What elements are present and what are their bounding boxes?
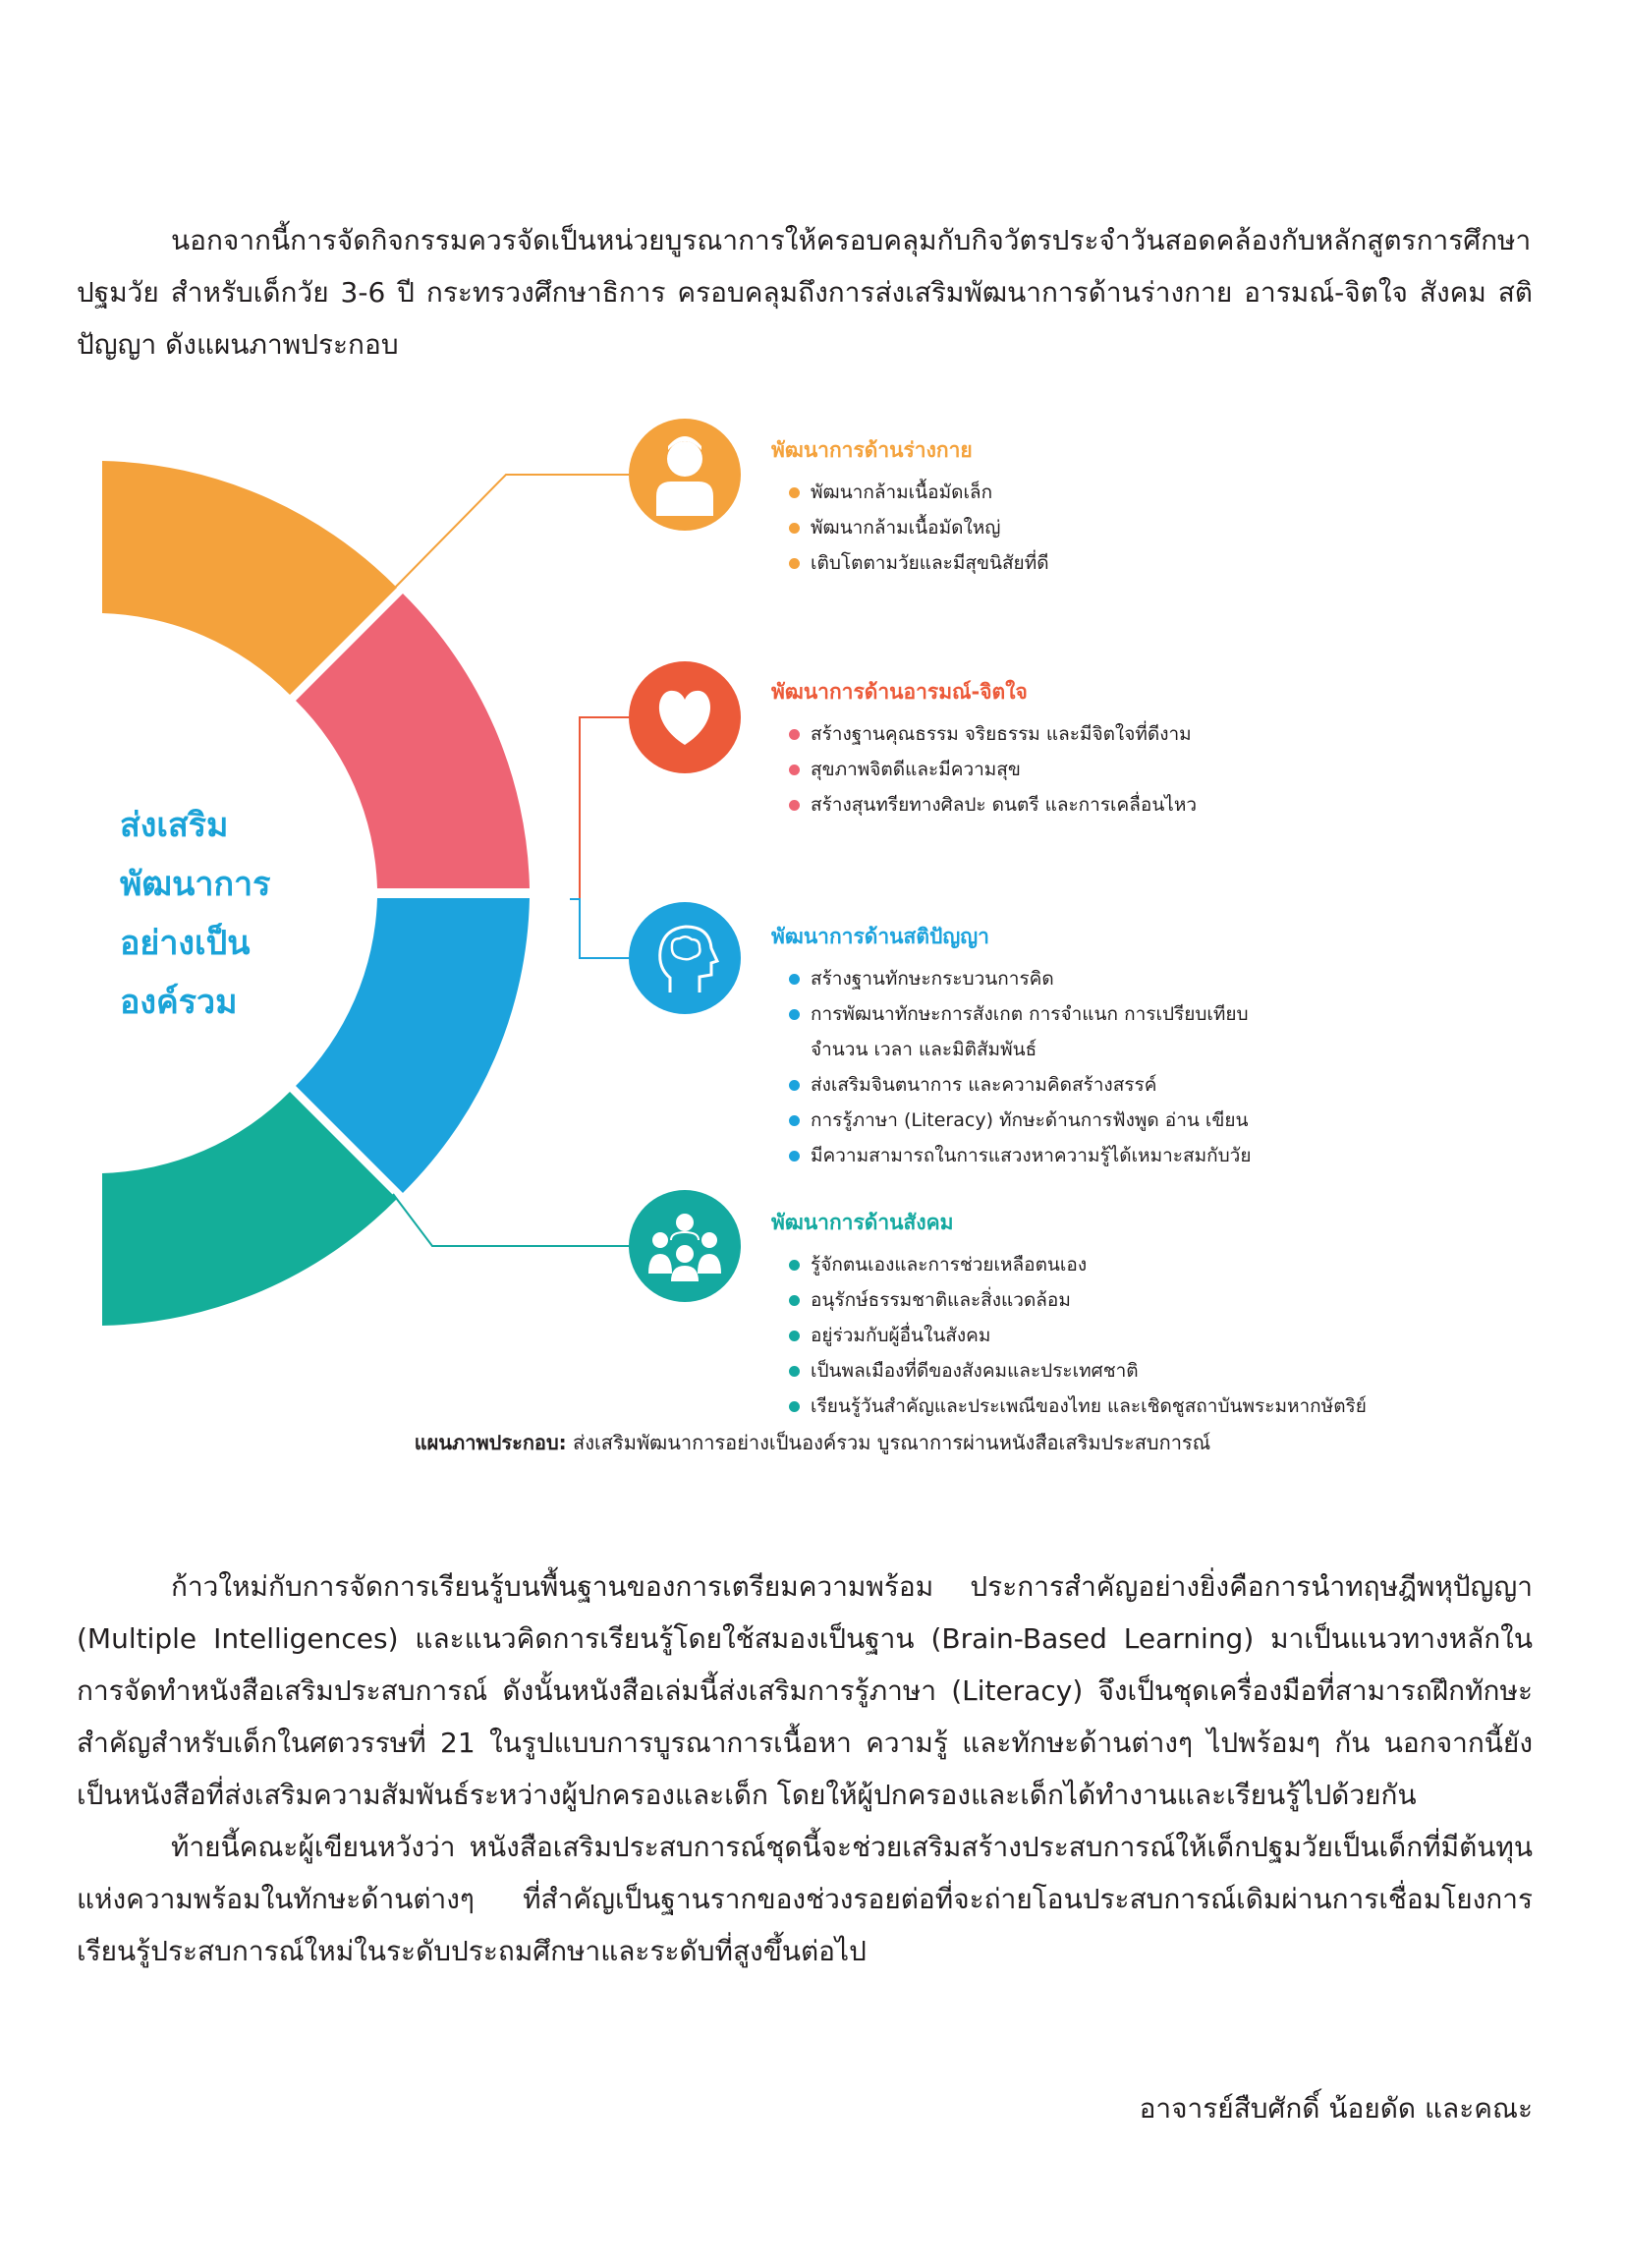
- list-item: [771, 716, 1479, 752]
- list-item: [771, 1353, 1479, 1389]
- bullet-icon: [789, 1401, 800, 1412]
- list-item: [771, 1318, 1479, 1353]
- connector-social: [393, 1194, 629, 1246]
- list-item-text: สุขภาพจิตดีและมีความสุข: [811, 759, 1021, 780]
- connector-intellectual: [570, 899, 629, 958]
- brain-head-icon: [629, 902, 741, 1014]
- bullet-icon: [789, 1260, 800, 1271]
- list-item-text: มีความสามารถในการแสวงหาความรู้ได้เหมาะสมกับวัย: [811, 1145, 1252, 1166]
- center-label-line: อย่างเป็น: [120, 924, 251, 963]
- list-item: [771, 1067, 1479, 1103]
- list-item-text: การรู้ภาษา (Literacy) ทักษะด้านการฟังพูด อ่าน เขียน: [811, 1109, 1249, 1131]
- bullet-icon: [789, 487, 800, 498]
- list-item-text: สร้างฐานคุณธรรม จริยธรรม และมีจิตใจที่ดีงาม: [811, 723, 1192, 745]
- list-item: [771, 545, 1479, 581]
- heart-icon: [629, 661, 741, 773]
- body-paragraph-2: [77, 1821, 1533, 1977]
- list-item: [771, 510, 1479, 545]
- list-item-text: สร้างสุนทรียทางศิลปะ ดนตรี และการเคลื่อนไหว: [811, 794, 1198, 816]
- bullet-icon: [789, 1366, 800, 1377]
- connector-emotional: [570, 717, 629, 899]
- signature: อาจารย์สืบศักดิ์ น้อยดัด และคณะ: [1139, 2092, 1533, 2125]
- bullet-icon: [789, 523, 800, 534]
- list-item-text: พัฒนากล้ามเนื้อมัดเล็ก: [811, 482, 993, 503]
- caption-text: ส่งเสริมพัฒนาการอย่างเป็นองค์รวม บูรณาการผ่านหนังสือเสริมประสบการณ์: [573, 1431, 1211, 1454]
- bullet-icon: [789, 1295, 800, 1306]
- list-item-text: เป็นพลเมืองที่ดีของสังคมและประเทศชาติ: [811, 1360, 1139, 1382]
- list-item-text: ส่งเสริมจินตนาการ และความคิดสร้างสรรค์: [811, 1074, 1157, 1096]
- center-label-line: พัฒนาการ: [120, 865, 271, 904]
- section-social: [771, 1207, 1479, 1424]
- bullet-icon: [789, 1331, 800, 1341]
- bullet-icon: [789, 729, 800, 740]
- child-icon: [629, 419, 741, 531]
- list-item: [771, 996, 1479, 1067]
- bullet-icon: [789, 1009, 800, 1020]
- body-paragraph-1-text: ก้าวใหม่กับการจัดการเรียนรู้บนพื้นฐานของการเตรียมความพร้อม ประการสำคัญอย่างยิ่งคือการนำทฤษฎีพหุปัญญา (Multiple Intelligences) และแนวคิดการเรียนรู้โดยใช้สมองเป็นฐาน (Brain-Based Learning) มาเป็นแนวทางหลักในการจัดทำหนังสือเสริมประสบการณ์ ดังนั้นหนังสือเล่มนี้ส่งเสริมการรู้ภาษา (Literacy) จึงเป็นชุดเครื่องมือที่สามารถฝึกทักษะสำคัญสำหรับเด็กในศตวรรษที่ 21 ในรูปแบบการบูรณาการเนื้อหา ความรู้ และทักษะด้านต่างๆ ไปพร้อมๆ กัน นอกจากนี้ยังเป็นหนังสือที่ส่งเสริมความสัมพันธ์ระหว่างผู้ปกครองและเด็ก โดยให้ผู้ปกครองและเด็กได้ทำงานและเรียนรู้ไปด้วยกัน: [77, 1570, 1533, 1811]
- body-paragraph-2-text: ท้ายนี้คณะผู้เขียนหวังว่า หนังสือเสริมประสบการณ์ชุดนี้จะช่วยเสริมสร้างประสบการณ์ให้เด็กปฐมวัยเป็นเด็กที่มีต้นทุนแห่งความพร้อมในทักษะด้านต่างๆ ที่สำคัญเป็นฐานรากของช่วงรอยต่อที่จะถ่ายโอนประสบการณ์เดิมผ่านการเชื่อมโยงการเรียนรู้ประสบการณ์ใหม่ในระดับประถมศึกษาและระดับที่สูงขึ้นต่อไป: [77, 1831, 1533, 1967]
- bullet-icon: [789, 800, 800, 811]
- section-heading: พัฒนาการด้านสติปัญญา: [771, 925, 989, 948]
- center-label-line: องค์รวม: [120, 983, 238, 1022]
- section-intellectual: [771, 921, 1479, 1173]
- center-label-line: ส่งเสริม: [120, 806, 229, 845]
- intro-paragraph: นอกจากนี้การจัดกิจกรรมควรจัดเป็นหน่วยบูรณาการให้ครอบคลุมกับกิจวัตรประจำวันสอดคล้องกับหลักสูตรการศึกษาปฐมวัย สำหรับเด็กวัย 3-6 ปี กระทรวงศึกษาธิการ ครอบคลุมถึงการส่งเสริมพัฒนาการด้านร่างกาย อารมณ์-จิตใจ สังคม สติปัญญา ดังแผนภาพประกอบ: [77, 224, 1533, 361]
- body-paragraph-1: [77, 1560, 1533, 1821]
- list-item-text: จำนวน เวลา และมิติสัมพันธ์: [811, 1039, 1037, 1060]
- bullet-icon: [789, 1151, 800, 1162]
- list-item: [771, 1103, 1479, 1138]
- list-item-text: เติบโตตามวัยและมีสุขนิสัยที่ดี: [811, 552, 1049, 574]
- list-item: [771, 1389, 1479, 1424]
- section-emotional: [771, 676, 1479, 822]
- list-item: [771, 787, 1479, 822]
- list-item: [771, 1138, 1479, 1173]
- list-item: [771, 1282, 1479, 1318]
- list-item-text: รู้จักตนเองและการช่วยเหลือตนเอง: [811, 1254, 1088, 1276]
- connector-physical: [393, 475, 629, 590]
- list-item-text: การพัฒนาทักษะการสังเกต การจำแนก การเปรียบเทียบ: [811, 1003, 1249, 1025]
- list-item-text: พัฒนากล้ามเนื้อมัดใหญ่: [811, 517, 1001, 539]
- list-item-text: สร้างฐานทักษะกระบวนการคิด: [811, 968, 1054, 990]
- list-item-text: เรียนรู้วันสำคัญและประเพณีของไทย และเชิดชูสถาบันพระมหากษัตริย์: [811, 1395, 1367, 1417]
- section-physical: [771, 434, 1479, 581]
- bullet-icon: [789, 1115, 800, 1126]
- diagram-caption: [0, 1427, 1625, 1458]
- list-item: [771, 475, 1479, 510]
- list-item: [771, 752, 1479, 787]
- list-item-text: อนุรักษ์ธรรมชาติและสิ่งแวดล้อม: [811, 1289, 1071, 1311]
- list-item-text: อยู่ร่วมกับผู้อื่นในสังคม: [811, 1325, 991, 1346]
- caption-label: แผนภาพประกอบ:: [414, 1431, 567, 1454]
- center-label: [120, 796, 356, 1032]
- section-heading: พัฒนาการด้านอารมณ์-จิตใจ: [771, 680, 1028, 704]
- bullet-icon: [789, 558, 800, 569]
- bullet-icon: [789, 1080, 800, 1091]
- section-heading: พัฒนาการด้านร่างกาย: [771, 438, 973, 462]
- people-group-icon: [629, 1190, 741, 1302]
- bullet-icon: [789, 765, 800, 775]
- bullet-icon: [789, 974, 800, 985]
- list-item: [771, 961, 1479, 996]
- section-heading: พัฒนาการด้านสังคม: [771, 1211, 954, 1234]
- list-item: [771, 1247, 1479, 1282]
